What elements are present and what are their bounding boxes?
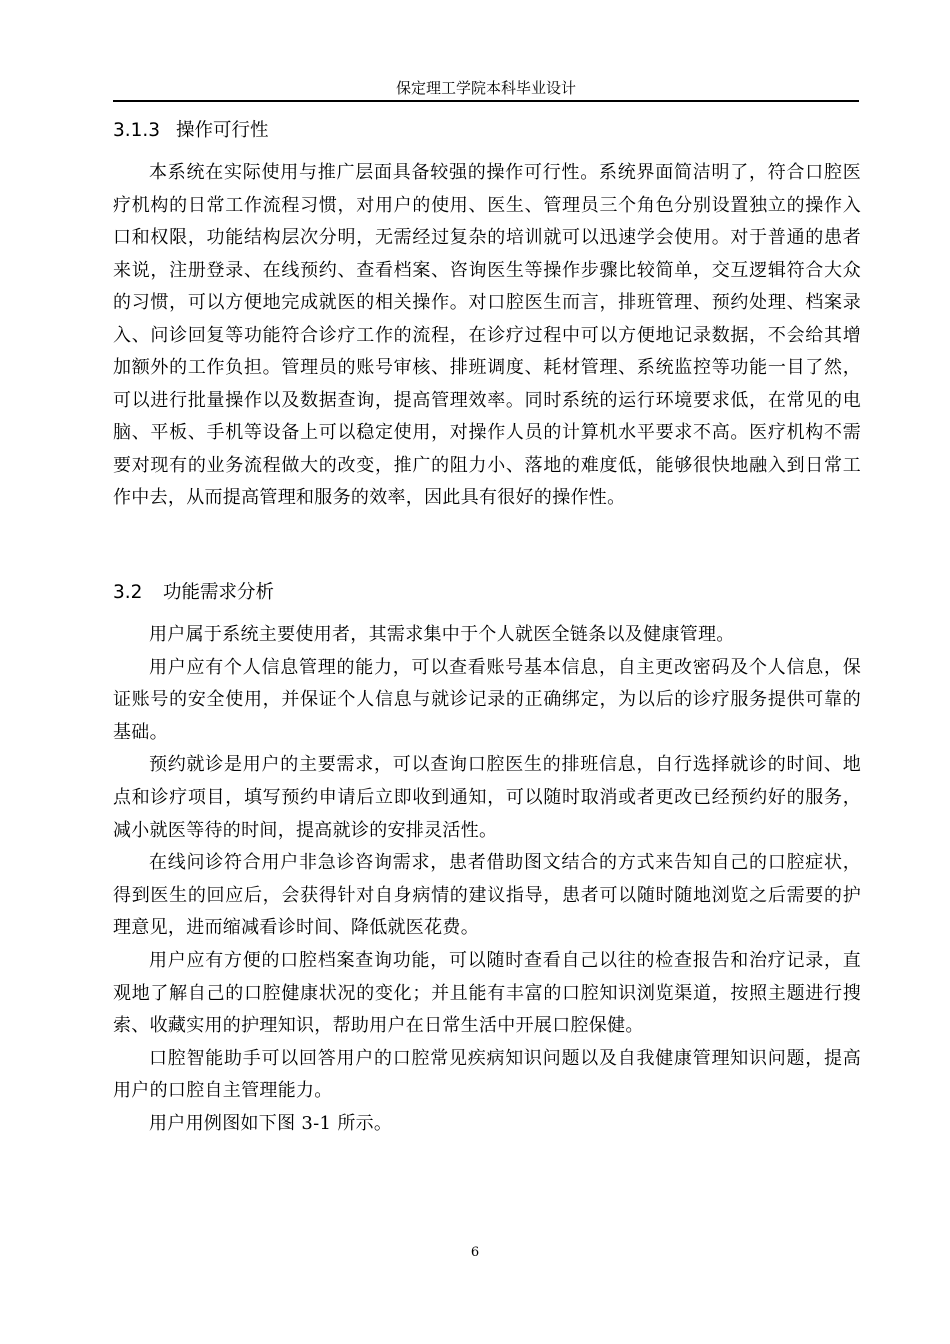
paragraph: 本系统在实际使用与推广层面具备较强的操作可行性。系统界面简洁明了，符合口腔医疗机构的日常工作流程习惯，对用户的使用、医生、管理员三个角色分别设置独立的操作入口和权限，功能结构层次分明，无需经过复杂的培训就可以迅速学会使用。对于普通的患者来说，注册登录、在线预约、查看档案、咨询医生等操作步骤比较简单，交互逻辑符合大众的习惯，可以方便地完成就医的相关操作。对口腔医生而言，排班管理、预约处理、档案录入、问诊回复等功能符合诊疗工作的流程，在诊疗过程中可以方便地记录数据，不会给其增加额外的工作负担。管理员的账号审核、排班调度、耗材管理、系统监控等功能一目了然，可以进行批量操作以及数据查询，提高管理效率。同时系统的运行环境要求低，在常见的电脑、平板、手机等设备上可以稳定使用，对操作人员的计算机水平要求不高。医疗机构不需要对现有的业务流程做大的改变，推广的阻力小、落地的难度低，能够很快地融入到日常工作中去，从而提高管理和服务的效率，因此具有很好的操作性。 — [113, 162, 861, 508]
paragraph: 口腔智能助手可以回答用户的口腔常见疾病知识问题以及自我健康管理知识问题，提高用户的口腔自主管理能力。 — [113, 1047, 861, 1102]
paragraph: 预约就诊是用户的主要需求，可以查询口腔医生的排班信息，自行选择就诊的时间、地点和诊疗项目，填写预约申请后立即收到通知，可以随时取消或者更改已经预约好的服务，减小就医等待的时间，提高就诊的安排灵活性。 — [113, 754, 861, 841]
section-title: 操作可行性 — [176, 120, 269, 141]
section-heading-3-1-3 — [113, 119, 269, 143]
header-rule — [113, 100, 859, 102]
page-number: 6 — [470, 1245, 480, 1260]
section-number: 3.2 — [113, 582, 143, 603]
paragraph: 用户用例图如下图 3-1 所示。 — [149, 1112, 393, 1134]
page-header: 保定理工学院本科毕业设计 — [395, 79, 576, 97]
paragraph: 在线问诊符合用户非急诊咨询需求，患者借助图文结合的方式来告知自己的口腔症状，得到医生的回应后，会获得针对自身病情的建议指导，患者可以随时随地浏览之后需要的护理意见，进而缩减看诊时间、降低就医花费。 — [113, 852, 861, 939]
paragraph: 用户属于系统主要使用者，其需求集中于个人就医全链条以及健康管理。 — [149, 624, 735, 645]
section-title: 功能需求分析 — [163, 582, 275, 603]
paragraph: 用户应有方便的口腔档案查询功能，可以随时查看自己以往的检查报告和治疗记录，直观地了解自己的口腔健康状况的变化；并且能有丰富的口腔知识浏览渠道，按照主题进行搜索、收藏实用的护理知识，帮助用户在日常生活中开展口腔保健。 — [113, 949, 861, 1037]
section-number: 3.1.3 — [113, 120, 161, 141]
section-heading-3-2 — [113, 581, 274, 605]
section-3-2-body — [113, 619, 861, 1141]
paragraph: 用户应有个人信息管理的能力，可以查看账号基本信息，自主更改密码及个人信息，保证账号的安全使用，并保证个人信息与就诊记录的正确绑定，为以后的诊疗服务提供可靠的基础。 — [113, 656, 861, 743]
section-3-1-3-body — [113, 157, 861, 515]
